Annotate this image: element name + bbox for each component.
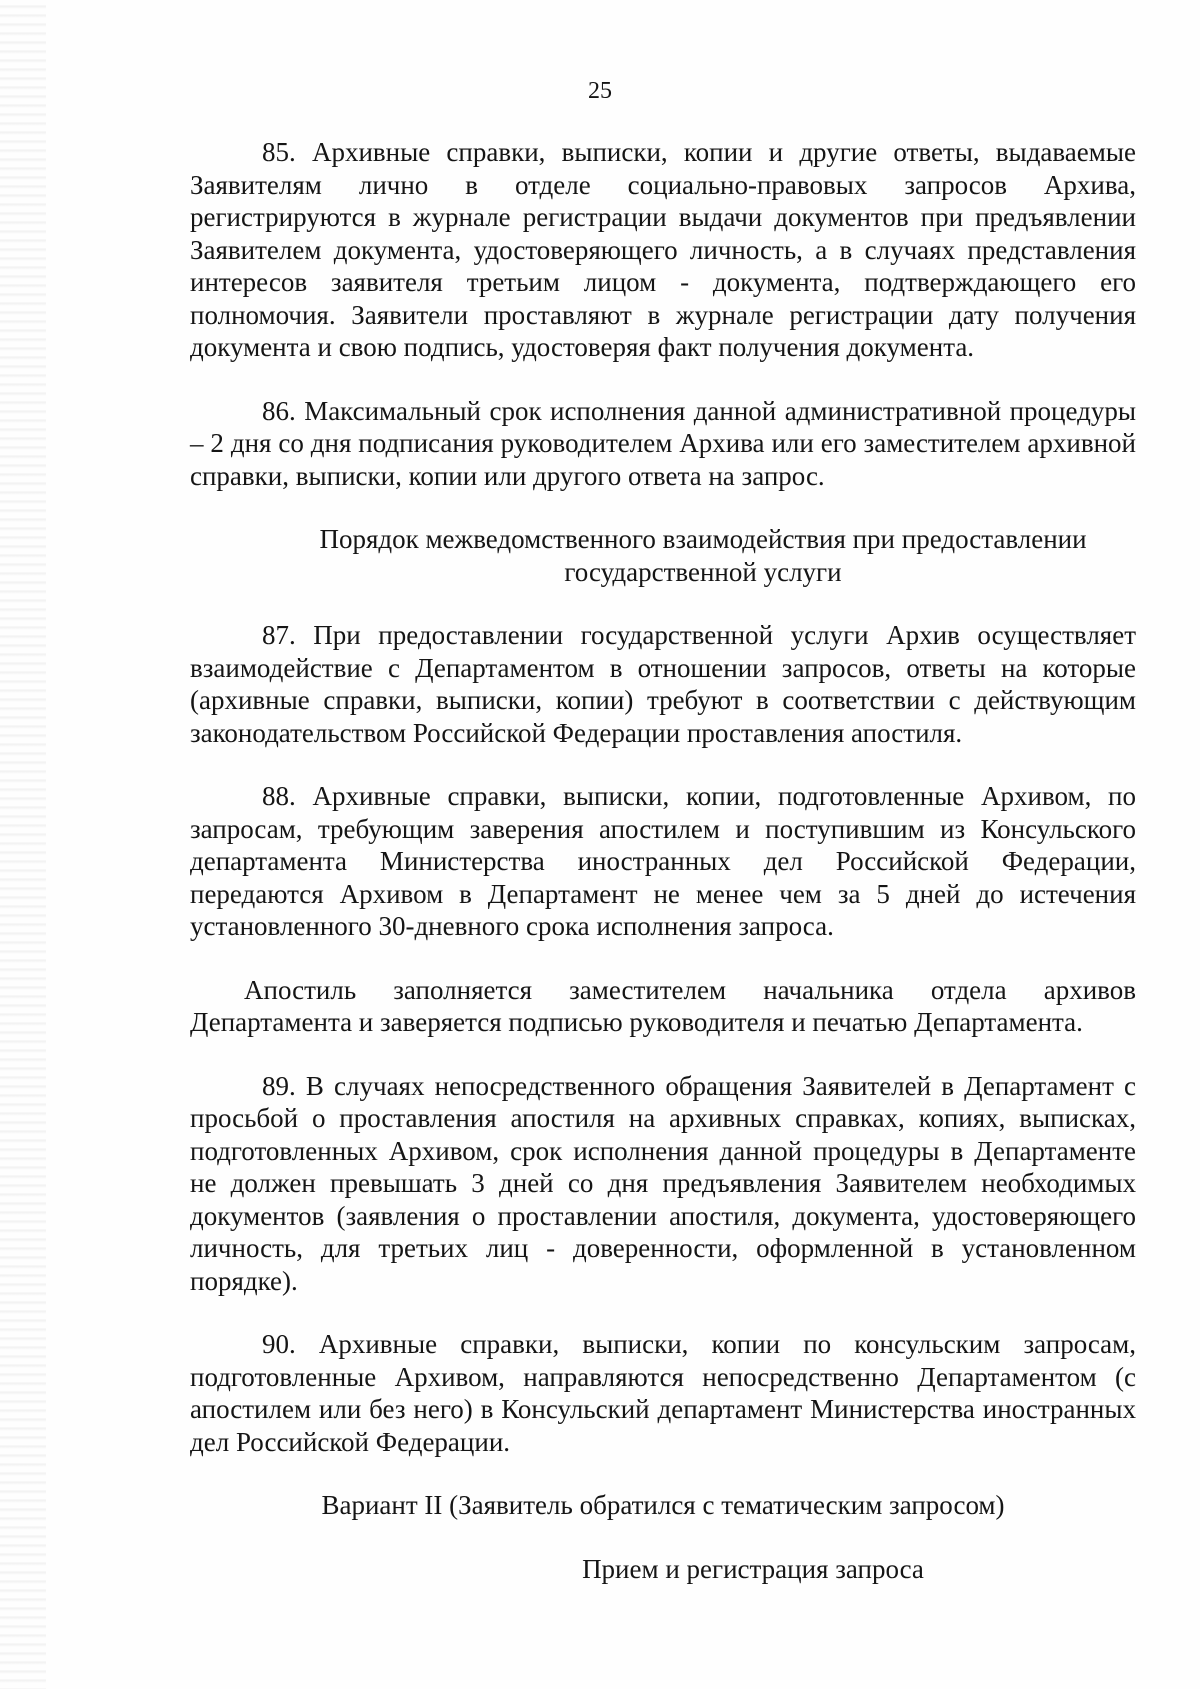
paragraph-88: 88. Архивные справки, выписки, копии, подготовленные Архивом, по запросам, требующим заверения апостилем и поступившим из Консульского департамента Министерства иностранных дел Российской Федерации, передаются Архивом в Департамент не менее чем за 5 дней до истечения установленного 30-дневного срока исполнения запроса. [190,781,1136,941]
variant-heading: Вариант II (Заявитель обратился с тематическим запросом) [321,1490,1005,1520]
paragraph-90: 90. Архивные справки, выписки, копии по консульским запросам, подготовленные Архивом, направляются непосредственно Департаментом (с апостилем или без него) в Консульский департамент Министерства иностранных дел Российской Федерации. [190,1329,1136,1457]
document-body [190,136,1136,1585]
page-number: 25 [588,78,612,104]
paragraph-89: 89. В случаях непосредственного обращения Заявителей в Департамент с просьбой о проставления апостиля на архивных справках, копиях, выписках, подготовленных Архивом, срок исполнения данной процедуры в Департаменте не должен превышать 3 дней со дня предъявления Заявителем необходимых документов (заявления о проставлении апостиля, документа, удостоверяющего личность, для третьих лиц - доверенности, оформленной в установленном порядке). [190,1070,1136,1296]
paragraph-86: 86. Максимальный срок исполнения данной административной процедуры – 2 дня со дня подписания руководителем Архива или его заместителем архивной справки, выписки, копии или другого ответа на запрос. [190,395,1136,491]
section-heading-interagency: Порядок межведомственного взаимодействия при предоставлении государственной услуги [319,524,1087,587]
paragraph-87: 87. При предоставлении государственной услуги Архив осуществляет взаимодействие с Департаментом в отношении запросов, ответы на которые (архивные справки, выписки, копии) требуют в соответствии с действующим законодательством Российской Федерации проставления апостиля. [190,620,1136,748]
paragraph-88-apostille: Апостиль заполняется заместителем начальника отдела архивов Департамента и заверяется подписью руководителя и печатью Департамента. [190,974,1136,1037]
paragraph-85: 85. Архивные справки, выписки, копии и другие ответы, выдаваемые Заявителям лично в отделе социально-правовых запросов Архива, регистрируются в журнале регистрации выдачи документов при предъявлении Заявителем документа, удостоверяющего личность, а в случаях представления интересов заявителя третьим лицом - документа, подтверждающего его полномочия. Заявители проставляют в журнале регистрации дату получения документа и свою подпись, удостоверяя факт получения документа. [190,137,1136,362]
scan-edge-artifact [0,0,46,1689]
reception-heading: Прием и регистрация запроса [582,1553,924,1584]
